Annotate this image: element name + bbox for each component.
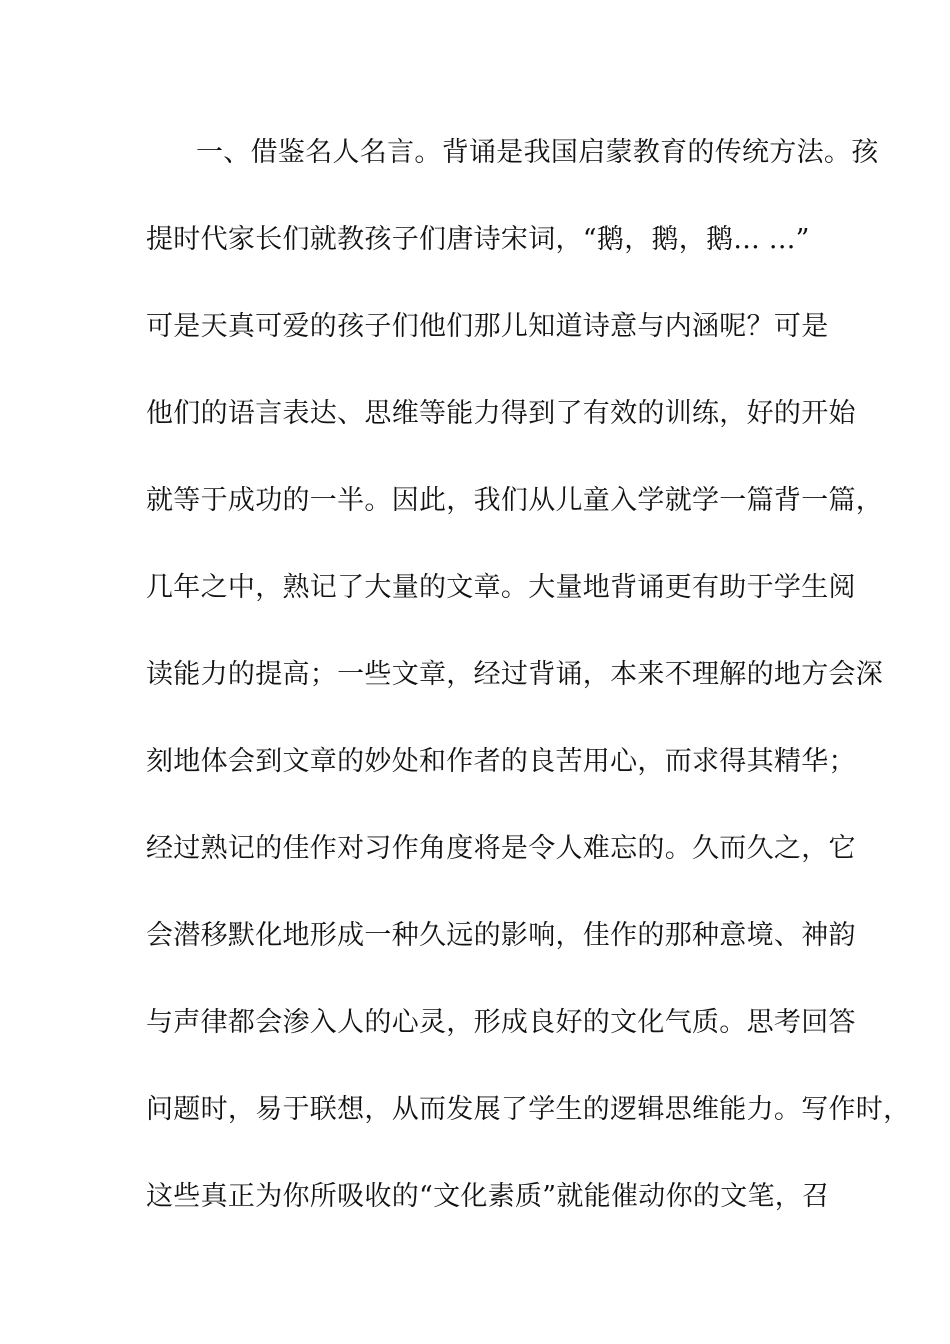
paragraph-line: 经过熟记的佳作对习作角度将是令人难忘的。久而久之，它 bbox=[146, 833, 856, 864]
paragraph-line: 一、借鉴名人名言。背诵是我国启蒙教育的传统方法。孩 bbox=[196, 137, 879, 168]
paragraph-line: 刻地体会到文章的妙处和作者的良苦用心，而求得其精华； bbox=[146, 746, 856, 777]
paragraph-line: 他们的语言表达、思维等能力得到了有效的训练，好的开始 bbox=[146, 398, 856, 429]
paragraph-line: 读能力的提高；一些文章，经过背诵，本来不理解的地方会深 bbox=[146, 659, 884, 690]
paragraph-line: 就等于成功的一半。因此，我们从儿童入学就学一篇背一篇， bbox=[146, 485, 884, 516]
paragraph-line: 几年之中，熟记了大量的文章。大量地背诵更有助于学生阅 bbox=[146, 572, 856, 603]
paragraph-line: 可是天真可爱的孩子们他们那儿知道诗意与内涵呢？可是 bbox=[146, 311, 829, 342]
paragraph-line: 会潜移默化地形成一种久远的影响，佳作的那种意境、神韵 bbox=[146, 920, 856, 951]
paragraph-line: 问题时，易于联想，从而发展了学生的逻辑思维能力。写作时， bbox=[146, 1094, 911, 1125]
paragraph-line: 提时代家长们就教孩子们唐诗宋词，“鹅，鹅，鹅... ...” bbox=[146, 224, 810, 255]
paragraph-line: 与声律都会渗入人的心灵，形成良好的文化气质。思考回答 bbox=[146, 1007, 856, 1038]
paragraph-line: 这些真正为你所吸收的“文化素质”就能催动你的文笔，召 bbox=[146, 1181, 830, 1212]
